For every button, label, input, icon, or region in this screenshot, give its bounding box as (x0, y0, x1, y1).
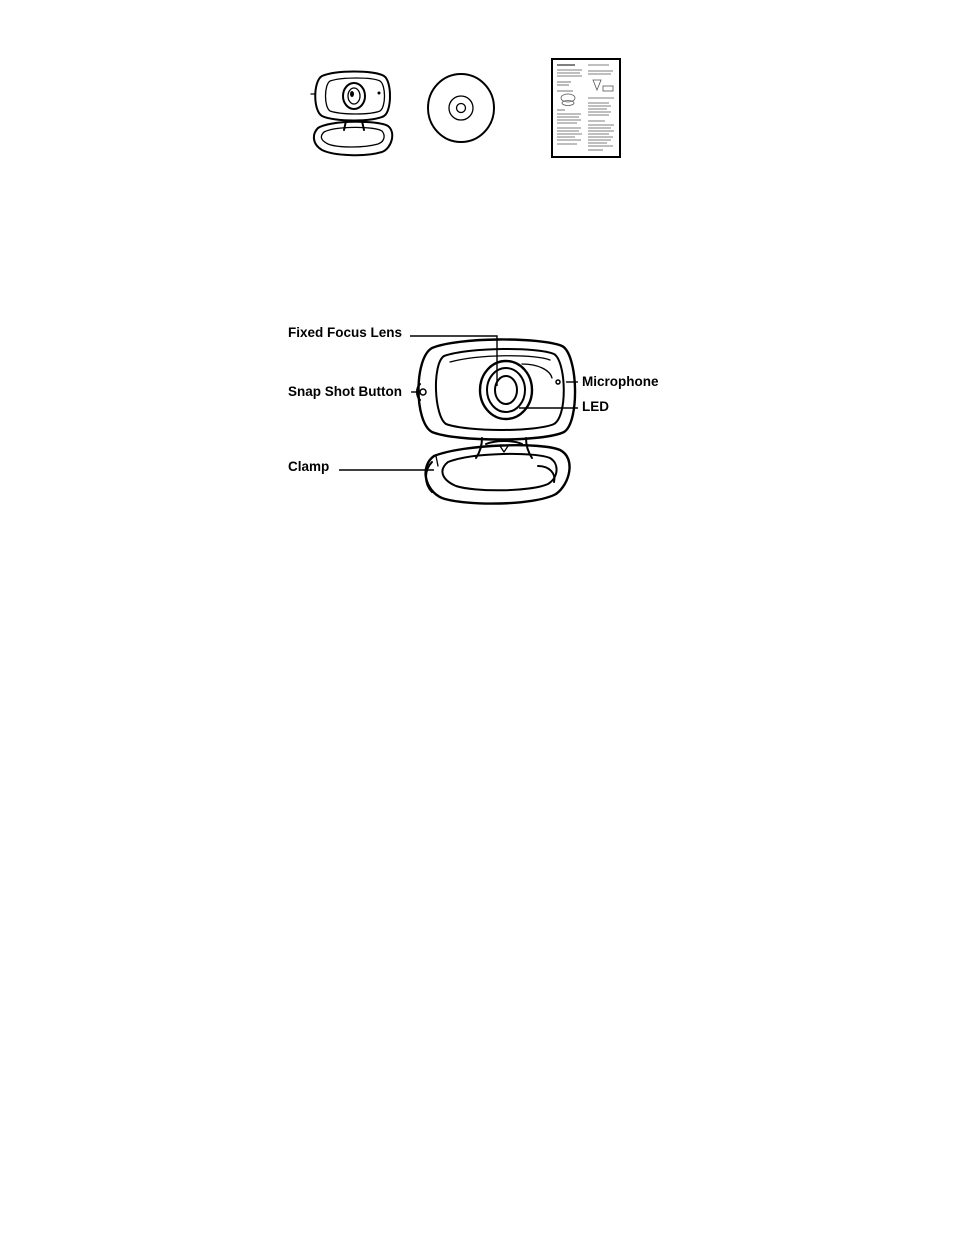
callout-lines (0, 0, 954, 560)
lens-label: Fixed Focus Lens (288, 325, 403, 340)
clamp-label: Clamp (288, 459, 330, 474)
lens-callout-line (410, 336, 497, 386)
led-label: LED (582, 399, 609, 414)
microphone-label: Microphone (582, 374, 659, 389)
snapshot-button-label: Snap Shot Button (288, 384, 402, 399)
